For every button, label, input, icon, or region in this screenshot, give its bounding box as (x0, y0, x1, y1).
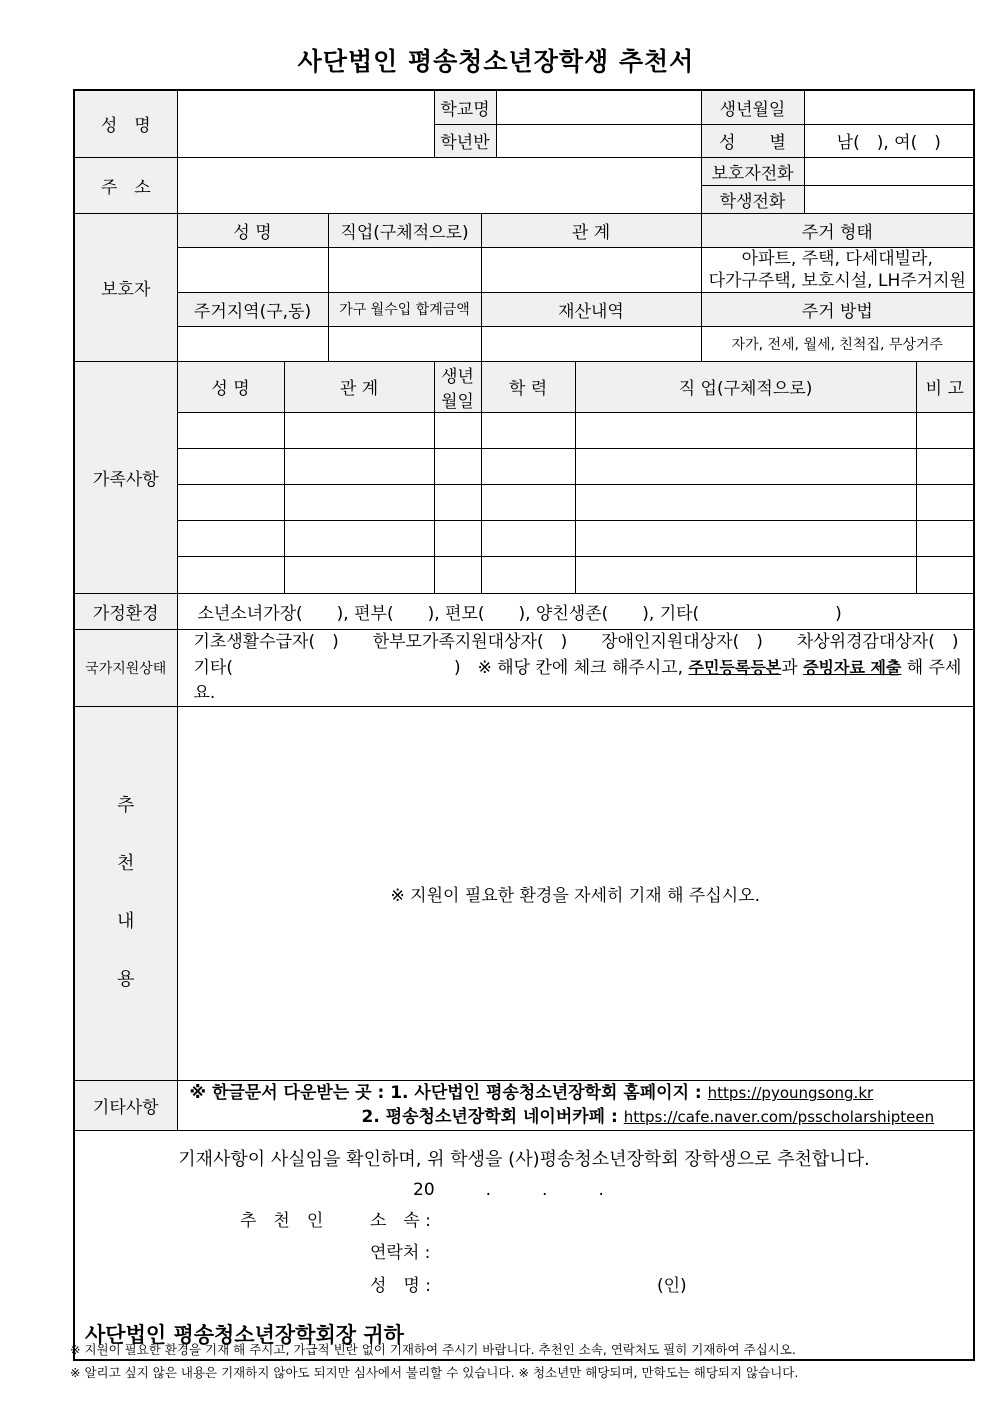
family-cell[interactable] (177, 484, 284, 520)
support-field[interactable] (177, 629, 974, 706)
recommendation-label-char: 내 (117, 911, 135, 932)
school-field[interactable] (496, 90, 701, 124)
school-label: 학교명 (434, 90, 496, 124)
seal-mark: (인) (657, 1275, 687, 1296)
date-field[interactable]: 20 . . . (413, 1179, 604, 1200)
housing-method-label: 주거 방법 (701, 292, 974, 326)
gender-field[interactable]: 남( ), 여( ) (804, 124, 974, 157)
homepage-link[interactable]: https://pyoungsong.kr (707, 1084, 874, 1102)
support-line2 (194, 655, 974, 706)
footnote: ※ 지원이 필요한 환경을 기재 해 주시고, 가급적 빈란 없이 기재하여 주시기 바랍니다. 추천인 소속, 연락처도 필히 기재하여 주십시오. (70, 1342, 796, 1357)
contact-label: 연락처 : (370, 1242, 431, 1263)
birth-field[interactable] (804, 90, 974, 124)
family-cell[interactable] (434, 520, 481, 556)
support-label: 국가지원상태 (74, 629, 177, 706)
family-cell[interactable] (575, 448, 916, 484)
support-line2-mid: 과 (781, 657, 804, 678)
recommendation-label-char: 천 (117, 853, 135, 874)
signer-name-label: 성 명 : (370, 1275, 431, 1296)
recommender-label: 추 천 인 (240, 1210, 324, 1231)
family-row (74, 484, 974, 520)
environment-label: 가정환경 (74, 593, 177, 629)
family-cell[interactable] (916, 556, 974, 593)
confirmation-section (74, 1130, 974, 1360)
birth-label: 생년월일 (701, 90, 804, 124)
recommendation-label-char: 추 (117, 795, 135, 816)
housing-type-options[interactable] (701, 247, 974, 292)
guardian-relation-label: 관 계 (481, 213, 701, 247)
etc-field (177, 1080, 974, 1130)
recommendation-field[interactable] (177, 706, 974, 1080)
family-cell[interactable] (177, 412, 284, 448)
address-label: 주 소 (74, 157, 177, 213)
family-cell[interactable] (481, 520, 575, 556)
gender-label: 성 별 (701, 124, 804, 157)
income-label: 가구 월수입 합계금액 (328, 292, 481, 326)
family-cell[interactable] (177, 556, 284, 593)
family-cell[interactable] (916, 412, 974, 448)
guardian-name-field[interactable] (177, 247, 328, 292)
name-field[interactable] (177, 90, 434, 157)
guardian-section-label: 보호자 (74, 213, 177, 361)
guardian-phone-field[interactable] (804, 157, 974, 185)
grade-field[interactable] (496, 124, 701, 157)
property-label: 재산내역 (481, 292, 701, 326)
income-field[interactable] (328, 326, 481, 361)
document-title: 사단법인 평송청소년장학생 추천서 (297, 47, 695, 76)
family-cell[interactable] (434, 412, 481, 448)
name-label: 성 명 (74, 90, 177, 157)
naver-cafe-link[interactable]: https://cafe.naver.com/psscholarshipteen (623, 1108, 935, 1126)
family-cell[interactable] (284, 556, 434, 593)
family-header-relation: 관 계 (284, 361, 434, 412)
family-cell[interactable] (916, 448, 974, 484)
environment-field[interactable]: 소년소녀가장( ), 편부( ), 편모( ), 양친생존( ), 기타( ) (177, 593, 974, 629)
family-cell[interactable] (284, 484, 434, 520)
family-cell[interactable] (434, 484, 481, 520)
family-row (74, 412, 974, 448)
student-phone-label: 학생전화 (701, 185, 804, 213)
family-cell[interactable] (284, 520, 434, 556)
affiliation-label: 소 속 : (370, 1210, 431, 1231)
guardian-job-label: 직업(구체적으로) (328, 213, 481, 247)
support-evidence-submit: 증빙자료 제출 (803, 657, 902, 677)
recommendation-form (73, 89, 975, 1361)
family-cell[interactable] (575, 556, 916, 593)
family-cell[interactable] (575, 412, 916, 448)
guardian-name-label: 성 명 (177, 213, 328, 247)
family-cell[interactable] (284, 448, 434, 484)
family-row (74, 556, 974, 593)
family-cell[interactable] (434, 556, 481, 593)
family-row (74, 520, 974, 556)
family-cell[interactable] (916, 520, 974, 556)
etc-line1-text: ※ 한글문서 다운받는 곳 : 1. 사단법인 평송청소년장학회 홈페이지 : (189, 1083, 708, 1103)
family-cell[interactable] (916, 484, 974, 520)
support-resident-register: 주민등록등본 (688, 657, 782, 677)
family-header-birth: 생년월일 (434, 361, 481, 412)
region-label: 주거지역(구,동) (177, 292, 328, 326)
support-line1: 기초생활수급자( ) 한부모가족지원대상자( ) 장애인지원대상자( ) 차상위경감대상자( ) (193, 631, 959, 652)
housing-type-options-line2: 다가구주택, 보호시설, LH주거지원 (708, 270, 966, 291)
family-cell[interactable] (284, 412, 434, 448)
etc-label: 기타사항 (74, 1080, 177, 1130)
support-line2-suffix: 해 주세요. (193, 657, 962, 703)
property-field[interactable] (481, 326, 701, 361)
family-cell[interactable] (575, 520, 916, 556)
family-header-name: 성 명 (177, 361, 284, 412)
family-cell[interactable] (481, 412, 575, 448)
guardian-phone-label: 보호자전화 (701, 157, 804, 185)
guardian-relation-field[interactable] (481, 247, 701, 292)
family-cell[interactable] (575, 484, 916, 520)
housing-type-label: 주거 형태 (701, 213, 974, 247)
family-header-job: 직 업(구체적으로) (575, 361, 916, 412)
family-cell[interactable] (481, 556, 575, 593)
grade-label: 학년반 (434, 124, 496, 157)
housing-type-options-line1: 아파트, 주택, 다세대빌라, (741, 248, 933, 269)
housing-method-options[interactable]: 자가, 전세, 월세, 친척집, 무상거주 (701, 326, 974, 361)
family-cell[interactable] (481, 484, 575, 520)
region-field[interactable] (177, 326, 328, 361)
family-cell[interactable] (434, 448, 481, 484)
guardian-job-field[interactable] (328, 247, 481, 292)
recommendation-note: ※ 지원이 필요한 환경을 자세히 기재 해 주십시오. (390, 885, 760, 906)
support-line2-prefix: 기타( ) ※ 해당 칸에 체크 해주시고, (193, 657, 689, 678)
confirmation-text: 기재사항이 사실임을 확인하며, 위 학생을 (사)평송청소년장학회 장학생으로 추천합니다. (178, 1148, 870, 1170)
addressee: 사단법인 평송청소년장학회장 귀하 (85, 1322, 404, 1347)
student-phone-field[interactable] (804, 185, 974, 213)
family-cell[interactable] (177, 448, 284, 484)
family-row (74, 448, 974, 484)
address-field[interactable] (177, 157, 701, 213)
etc-line2-text: 2. 평송청소년장학회 네이버카페 : (361, 1107, 624, 1127)
family-cell[interactable] (177, 520, 284, 556)
recommendation-label-char: 용 (117, 969, 135, 990)
family-section-label: 가족사항 (74, 361, 177, 593)
footnotes (70, 1338, 798, 1384)
recommendation-label (74, 706, 177, 1080)
footnote: ※ 알리고 싶지 않은 내용은 기재하지 않아도 되지만 심사에서 불리할 수 있습니다. ※ 청소년만 해당되며, 만학도는 해당되지 않습니다. (70, 1365, 799, 1380)
family-cell[interactable] (481, 448, 575, 484)
family-header-education: 학 력 (481, 361, 575, 412)
family-header-remarks: 비 고 (916, 361, 974, 412)
